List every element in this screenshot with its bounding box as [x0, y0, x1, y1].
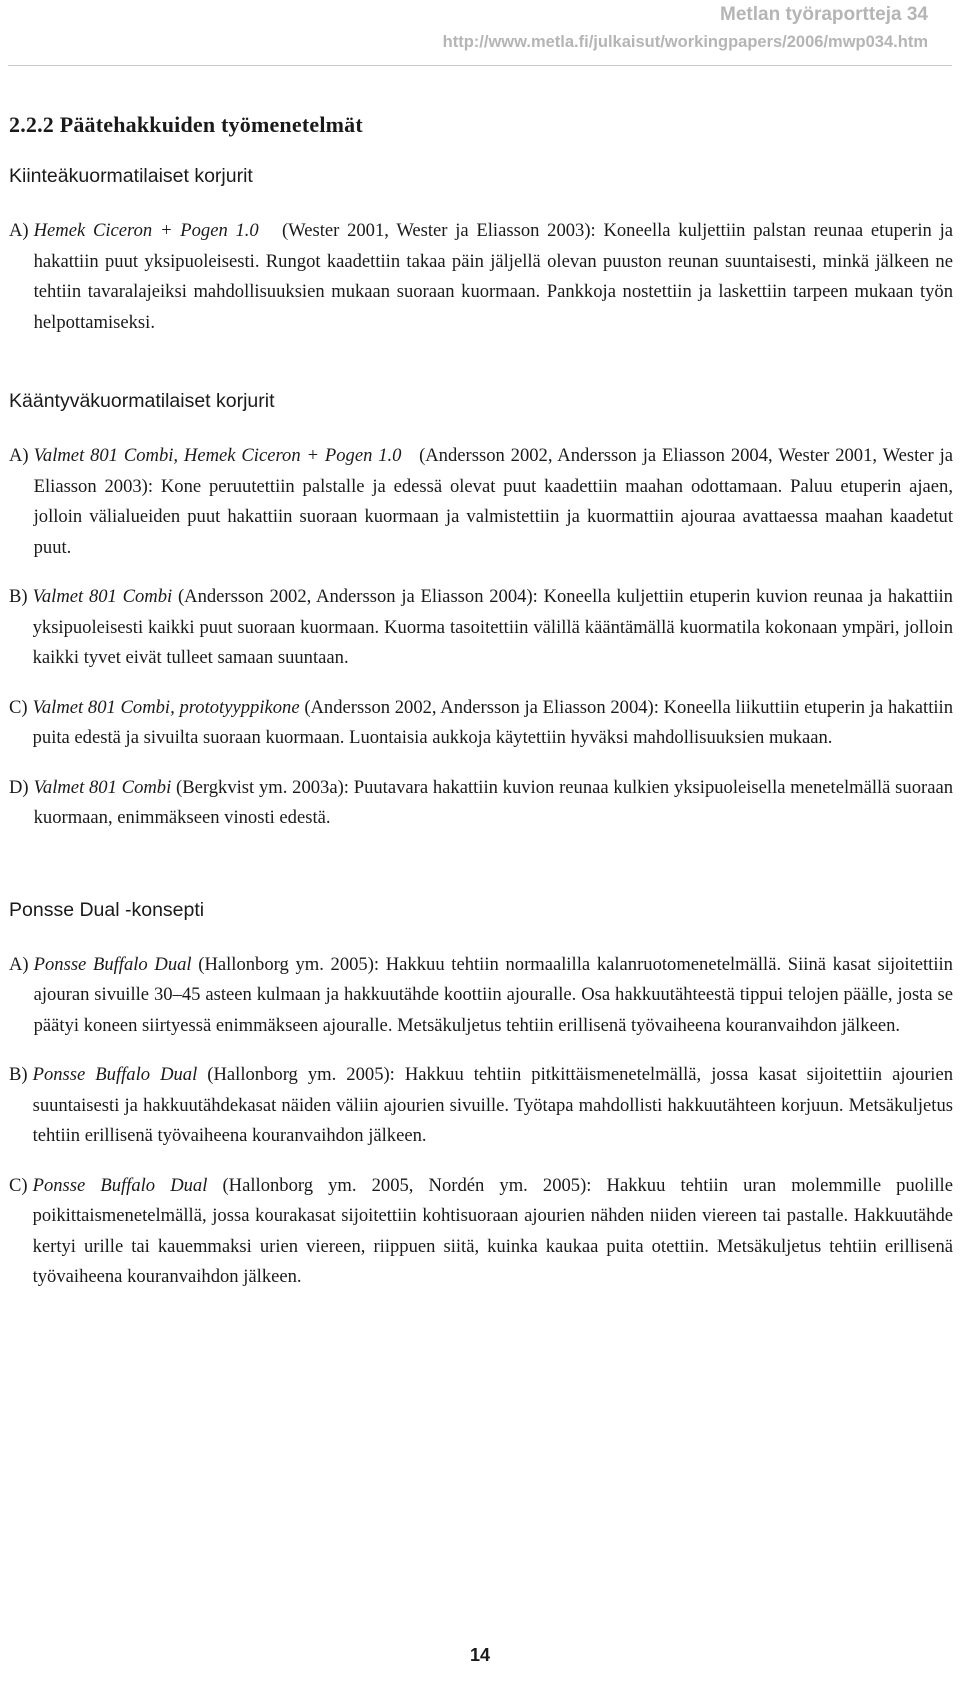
- item-label: A): [9, 953, 29, 975]
- group-heading-ponsse-dual: Ponsse Dual -konsepti: [9, 898, 205, 921]
- list-item: [9, 1060, 953, 1152]
- item-text: (Hallonborg ym. 2005): Hakkuu tehtiin pitkittäismenetelmällä, jossa kasat sijoitettiin ajourien suuntaisesti ja hakkuutähdekasat näiden väliin ajourien sivuille. Työtapa mahdollisti hakkuutähteen korjuun. Metsäkuljetus tehtiin erillisenä työvaiheena kouranvaihdon jälkeen.: [32, 1064, 953, 1146]
- item-label: B): [9, 1064, 28, 1085]
- machine-name: Hemek Ciceron + Pogen 1.0: [33, 220, 259, 241]
- item-text: (Hallonborg ym. 2005): Hakkuu tehtiin normaalilla kalanruotomenetelmällä. Siinä kasat sijoitettiin ajouran sivuille 30–45 asteen kulmaan ja hakkuutähde koottiin ajouralle. Osa hakkuutähteestä tippui telojen päälle, josta se päätyi koneen siirtyessä enimmäkseen ajouralle. Metsäkuljetus tehtiin erillisenä työvaiheena kouranvaihdon jälkeen.: [33, 953, 953, 1036]
- list-item: [9, 441, 953, 563]
- list-item: [9, 582, 953, 674]
- list-item: [9, 693, 953, 754]
- group-heading-fixed-bunk: Kiinteäkuormatilaiset korjurit: [9, 165, 253, 187]
- group-heading-rotating-bunk: Kääntyväkuormatilaiset korjurit: [9, 390, 275, 412]
- list-item: [9, 216, 953, 338]
- series-title: Metlan työraportteja 34: [720, 4, 928, 25]
- header-divider: [8, 65, 952, 66]
- item-label: B): [9, 586, 28, 607]
- item-text: (Andersson 2002, Andersson ja Eliasson 2004, Wester 2001, Wester ja Eliasson 2003): Kone peruutettiin palstalle ja edessä olevat puut kaadettiin maahan odottamaan. Paluu etuperin ajaen, jolloin välialueiden puut hakattiin suoraan kuormaan ja valmistettiin ja kuormattiin ajouraa avattaessa maahan kaadetut puut.: [33, 445, 954, 558]
- section-title: 2.2.2 Päätehakkuiden työmenetelmät: [9, 112, 363, 137]
- list-item: [9, 950, 953, 1042]
- publication-url[interactable]: http://www.metla.fi/julkaisut/workingpapers/2006/mwp034.htm: [442, 33, 928, 51]
- item-text: (Andersson 2002, Andersson ja Eliasson 2004): Koneella kuljettiin etuperin kuvion reunaa ja hakattiin yksipuoleisesti kaikki puut suoraan kuormaan. Kuorma tasoitettiin välillä kääntämällä kuormatila kokonaan ympäri, jolloin kaikki tyvet eivät tulleet samaan suuntaan.: [32, 586, 953, 668]
- machine-name: Valmet 801 Combi, Hemek Ciceron + Pogen 1.0: [33, 445, 402, 466]
- page-number: 14: [469, 1645, 491, 1665]
- list-item: [9, 773, 953, 834]
- machine-name: Ponsse Buffalo Dual: [33, 953, 192, 975]
- machine-name: Valmet 801 Combi: [33, 776, 172, 798]
- item-text: (Bergkvist ym. 2003a): Puutavara hakattiin kuvion reunaa kulkien yksipuoleisella menetelmällä suoraan kuormaan, enimmäkseen vinosti edestä.: [33, 776, 954, 828]
- item-label: C): [9, 1174, 28, 1196]
- list-item: [9, 1171, 953, 1293]
- item-label: D): [9, 776, 29, 798]
- item-text: (Andersson 2002, Andersson ja Eliasson 2004): Koneella liikuttiin etuperin ja hakattiin puita edestä ja sivuilta suoraan kuormaan. Luontaisia aukkoja käytettiin hyväksi mahdollisuuksien mukaan.: [32, 696, 953, 748]
- main-content: [9, 110, 953, 1293]
- item-text: (Wester 2001, Wester ja Eliasson 2003): Koneella kuljettiin palstan reunaa etuperin ja hakattiin puut yksipuoleisesti. Rungot kaadettiin takaa päin jäljellä olevan puuston reunan suuntaisesti, minkä jälkeen ne tehtiin tavaralajeiksi mahdollisuuksien mukaan suoraan kuormaan. Pankkoja nostettiin ja laskettiin tarpeen mukaan työn helpottamiseksi.: [33, 220, 953, 333]
- machine-name: Valmet 801 Combi: [32, 586, 173, 607]
- item-label: C): [9, 696, 28, 718]
- item-label: A): [9, 445, 29, 466]
- item-label: A): [9, 220, 29, 241]
- page-header: [0, 0, 960, 54]
- item-text: (Hallonborg ym. 2005, Nordén ym. 2005): Hakkuu tehtiin uran molemmille puolille poikittaismenetelmällä, jossa kourakasat sijoitettiin kohtisuoraan ajourien nähden niiden viereen tai pastalle. Hakkuutähde kertyi urille tai kauemmaksi urien viereen, riippuen siitä, kuinka kaukaa puita otettiin. Metsäkuljetus tehtiin erillisenä työvaiheena kouranvaihdon jälkeen.: [32, 1174, 953, 1287]
- machine-name: Ponsse Buffalo Dual: [32, 1064, 198, 1085]
- machine-name: Ponsse Buffalo Dual: [32, 1174, 208, 1196]
- machine-name: Valmet 801 Combi, prototyyppikone: [32, 696, 300, 718]
